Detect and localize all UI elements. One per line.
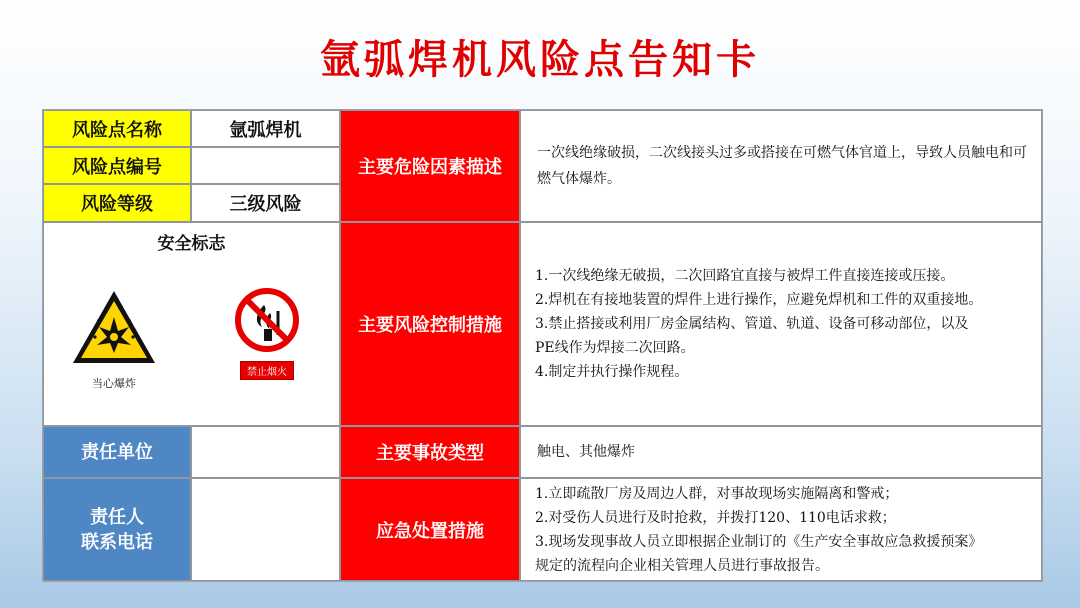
contact-value [191, 478, 340, 581]
risk-level-value: 三级风险 [191, 184, 340, 222]
contact-label-line2: 联系电话 [81, 531, 153, 553]
control-item: 3.禁止搭接或利用厂房金属结构、管道、轨道、设备可移动部位，以及 [535, 316, 969, 332]
control-item: 2.焊机在有接地装置的焊件上进行操作，应避免焊机和工件的双重接地。 [535, 292, 983, 308]
contact-label [43, 478, 191, 581]
accident-type-label: 主要事故类型 [340, 426, 520, 478]
control-item: 4.制定并执行操作规程。 [535, 364, 689, 380]
risk-name-value: 氩弧焊机 [191, 110, 340, 147]
emergency-item: 规定的流程向企业相关管理人员进行事故报告。 [535, 557, 829, 574]
emergency-item: 3.现场发现事故人员立即根据企业制订的《生产安全事故应急救援预案》 [535, 533, 983, 550]
risk-level-label: 风险等级 [43, 184, 191, 222]
risk-code-label: 风险点编号 [43, 147, 191, 184]
sign-explosion [69, 287, 159, 391]
explosion-warning-icon [69, 287, 159, 367]
hazard-description: 一次线绝缘破损，二次线接头过多或搭接在可燃气体官道上，导致人员触电和可燃气体爆炸。 [520, 110, 1042, 222]
sign-explosion-caption: 当心爆炸 [92, 377, 136, 390]
safety-signs-title: 安全标志 [157, 234, 226, 254]
risk-name-label: 风险点名称 [43, 110, 191, 147]
responsible-unit-value [191, 426, 340, 478]
control-item: PE线作为焊接二次回路。 [535, 340, 695, 356]
emergency-item: 1.立即疏散厂房及周边人群，对事故现场实施隔离和警戒； [535, 485, 899, 502]
control-label: 主要风险控制措施 [340, 222, 520, 426]
safety-signs-panel [43, 222, 340, 426]
contact-label-line1: 责任人 [90, 506, 144, 528]
responsible-unit-label: 责任单位 [43, 426, 191, 478]
no-fire-icon [234, 287, 300, 353]
hazard-label: 主要危险因素描述 [340, 110, 520, 222]
risk-notice-card [42, 109, 1043, 582]
card-title: 氩弧焊机风险点告知卡 [320, 37, 760, 83]
emergency-item: 2.对受伤人员进行及时抢救，并拨打120、110电话求救； [535, 509, 896, 526]
control-measures [520, 222, 1042, 426]
emergency-measures [520, 478, 1042, 581]
control-item: 1.一次线绝缘无破损，二次回路宜直接与被焊工件直接连接或压接。 [535, 268, 955, 284]
emergency-label: 应急处置措施 [340, 478, 520, 581]
sign-no-fire-caption: 禁止烟火 [240, 361, 294, 380]
sign-no-fire [229, 287, 305, 380]
risk-code-value [191, 147, 340, 184]
accident-type-value: 触电、其他爆炸 [520, 426, 1042, 478]
